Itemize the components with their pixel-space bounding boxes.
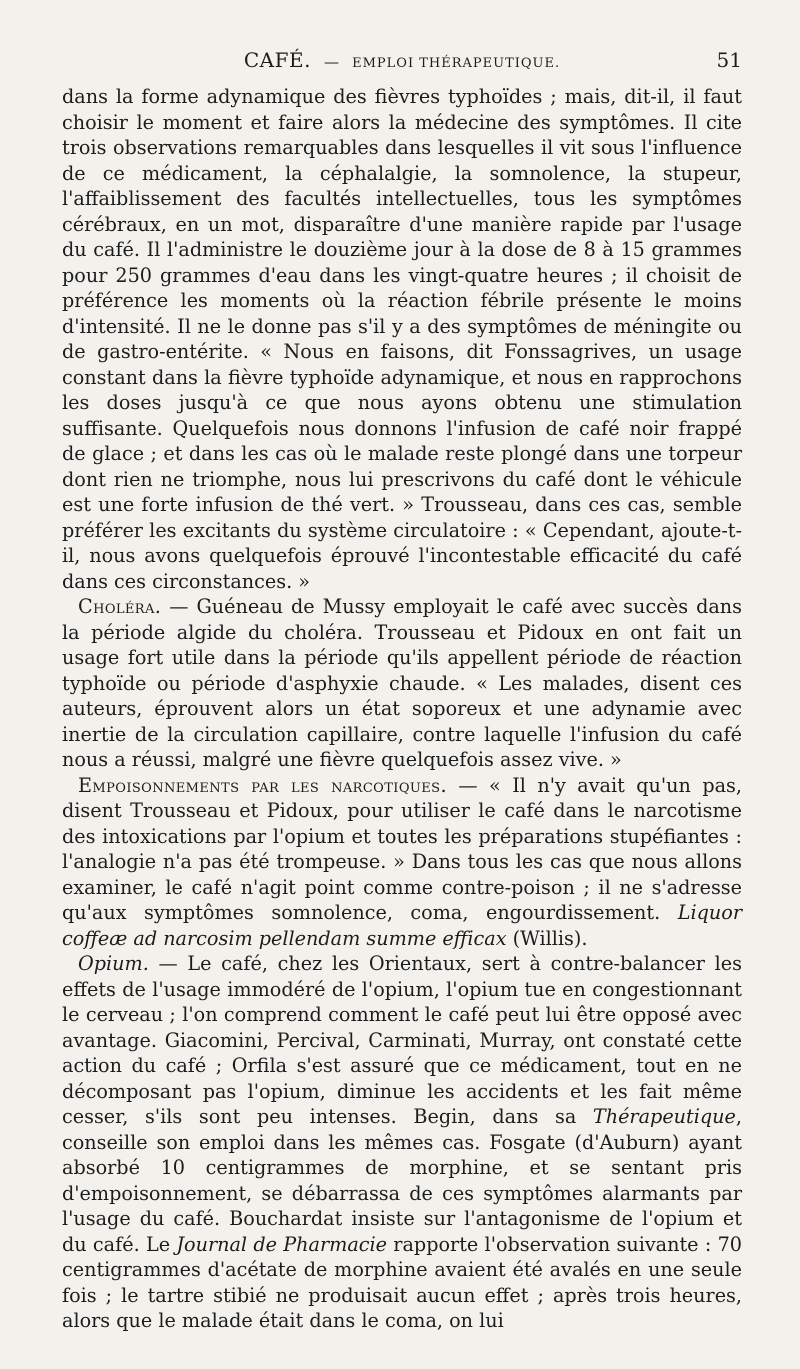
running-head [62,48,742,84]
paragraph-fevers: dans la forme adynamique des fièvres typhoïdes ; mais, dit-il, il faut choisir le moment et faire alors la médecine des symptômes. Il cite trois observations remarquables dans lesquelles il vit sous l'influence de ce médicament, la céphalalgie, la somnolence, la stupeur, l'affaiblissement des facultés intellectuelles, tous les symptômes cérébraux, en un mot, disparaître d'une manière rapide par l'usage du café. Il l'administre le douzième jour à la dose de 8 à 15 grammes pour 250 grammes d'eau dans les vingt-quatre heures ; il choisit de préférence les moments où la réaction fébrile présente le moins d'intensité. Il ne le donne pas s'il y a des symptômes de méningite ou de gastro-entérite. « Nous en faisons, dit Fonssagrives, un usage constant dans la fièvre typhoïde adynamique, et nous en rapprochons les doses jusqu'à ce que nous ayons obtenu une stimulation suffisante. Quelquefois nous donnons l'infusion de café noir frappé de glace ; et dans les cas où le malade reste plongé dans une torpeur dont rien ne triomphe, nous lui prescrivons du café dont le véhicule est une forte infusion de thé vert. » Trousseau, dans ces cas, semble préférer les excitants du système circulatoire : « Cependant, ajoute-t-il, nous avons quelquefois éprouvé l'incontestable efficacité du café dans ces circonstances. » [62,85,742,593]
section-heading-narcotics: Empoisonnements par les narcotiques. [78,773,447,797]
paragraph-text: Le café, chez les Orientaux, sert à contre-balancer les effets de l'usage immodéré de l'opium, l'opium tue en congestionnant le cerveau ; l'on comprend comment le café peut lui être opposé avec avantage. Giacomini, Percival, Carminati, Murray, ont constaté cette action du café ; Orfila s'est assuré que ce médicament, tout en ne décomposant pas l'opium, diminue les accidents et les fait même cesser, s'ils sont peu intenses. Begin, dans sa [62,952,743,1128]
paragraph-cholera [62,594,742,773]
heading-dash: — [161,595,197,618]
paragraph-text: Guéneau de Mussy employait le café avec succès dans la période algide du choléra. Trousseau et Pidoux en ont fait un usage fort utile dans la période qu'ils appellent période de réaction typhoïde ou période d'asphyxie chaude. « Les malades, disent ces auteurs, éprouvent alors un état soporeux et une adynamie avec inertie de la circulation capillaire, contre laquelle l'infusion du café nous a réussi, malgré une fièvre quelquefois assez vive. » [62,595,742,771]
heading-dash: — [446,773,490,797]
paragraph-opium [62,951,742,1334]
book-title-therapeutique: Thérapeutique [592,1105,736,1128]
paragraph-text: rapporte l'observation suivante : 70 centigrammes d'acétate de morphine avaient été avalés en une seule fois ; le tartre stibié ne produisait aucun effet ; après trois heures, alors que le malade était dans le coma, on lui [62,1232,742,1332]
heading-dash: — [148,952,188,975]
running-head-separator: — [324,53,340,71]
section-heading-cholera: Choléra. [78,595,162,618]
book-page [0,48,800,1369]
page-number: 51 [716,48,742,72]
running-head-title: CAFÉ. [243,48,311,72]
citation: (Willis). [506,926,588,950]
body-text [62,84,742,1334]
paragraph-text: , conseille son emploi dans les mêmes cas. Fosgate (d'Auburn) ayant absorbé 10 centigrammes de morphine, et se sentant pris d'empoisonnement, se débarrassa de ces symptômes alarmants par l'usage du café. Bouchardat insiste sur l'antagonisme de l'opium et du café. Le [62,1105,742,1256]
latin-quote: Liquor coffeæ ad narcosim pellendam summe efficax [62,901,742,950]
paragraph-text: « Il n'y avait qu'un pas, disent Trousseau et Pidoux, pour utiliser le café dans le narcotisme des intoxications par l'opium et toutes les préparations stupéfiantes : l'analogie n'a pas été trompeuse. » Dans tous les cas que nous allons examiner, le café n'agit point comme contre-poison ; il ne s'adresse qu'aux symptômes somnolence, coma, engourdissement. [62,773,742,924]
journal-title: Journal de Pharmacie [176,1232,388,1256]
section-heading-opium: Opium. [78,952,149,975]
running-head-subtitle: EMPLOI THÉRAPEUTIQUE. [352,56,561,71]
paragraph-narcotics [62,773,742,952]
